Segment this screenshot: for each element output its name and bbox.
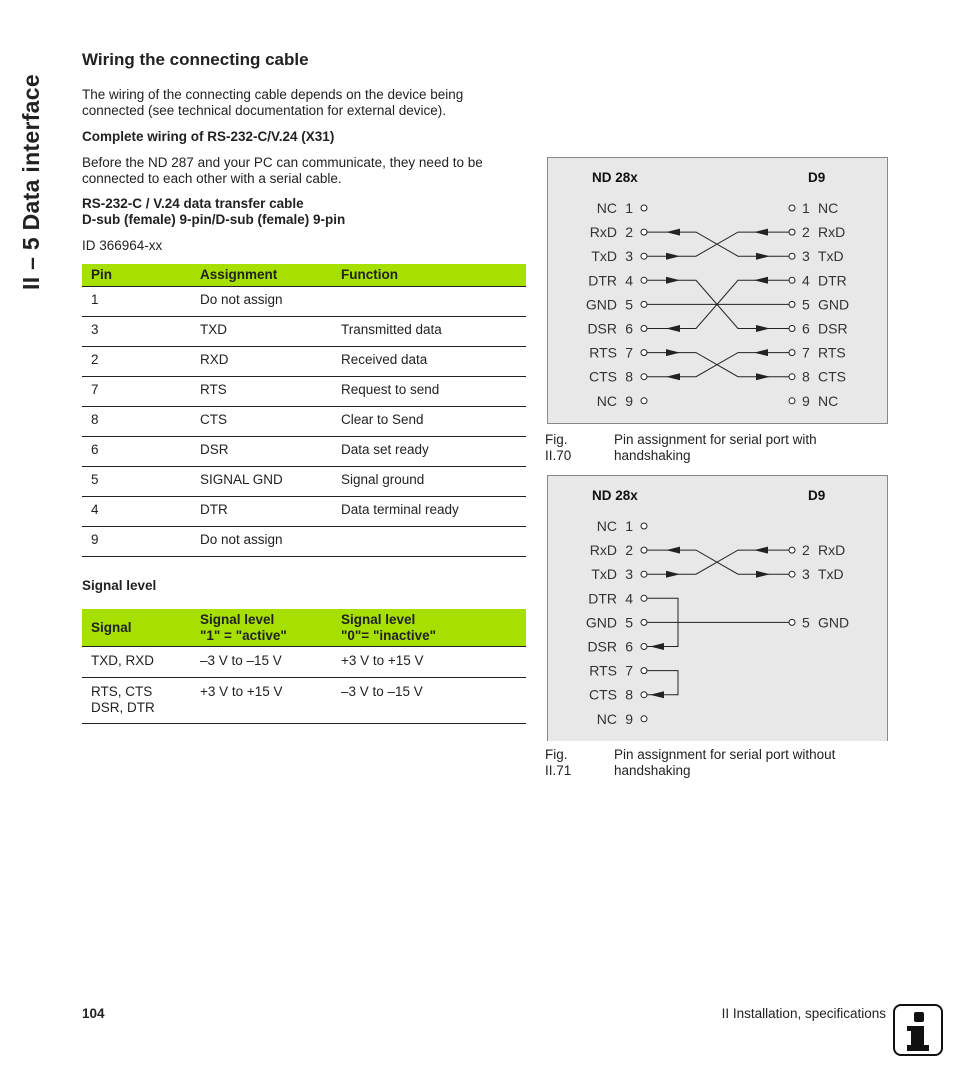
left-pin-number: 8 (625, 686, 633, 703)
cell-function: Data terminal ready (332, 497, 526, 527)
left-pin-number: 5 (625, 296, 633, 313)
page-number: 104 (82, 1006, 105, 1021)
left-signal-label: DTR (588, 590, 617, 607)
cell-pin: 4 (82, 497, 191, 527)
left-signal-label: NC (596, 392, 617, 409)
chapter-side-title-text: II – 5 Data interface (18, 74, 44, 290)
table-row (82, 678, 526, 724)
info-icon-base (907, 1045, 929, 1051)
cell-pin: 5 (82, 467, 191, 497)
table-row (82, 287, 526, 317)
cell-function: Request to send (332, 377, 526, 407)
right-pin-number: 1 (802, 200, 810, 216)
signal-direction-arrow (666, 349, 680, 356)
right-pin-number: 5 (802, 614, 810, 631)
right-signal-label: RxD (818, 224, 846, 241)
signal-direction-arrow (666, 571, 680, 578)
cell-pin: 9 (82, 527, 191, 557)
right-pin-terminal (789, 326, 795, 332)
left-pin-terminal (641, 374, 647, 380)
cell-pin: 1 (82, 287, 191, 317)
signal-direction-arrow (754, 277, 768, 284)
cell-function: Clear to Send (332, 407, 526, 437)
right-pin-terminal (789, 619, 795, 625)
cell-pin: 3 (82, 317, 191, 347)
left-connector-title: ND 28x (592, 488, 638, 503)
right-signal-label: NC (818, 200, 839, 216)
cell-assignment: Do not assign (191, 287, 332, 317)
right-pin-terminal (789, 374, 795, 380)
right-pin-terminal (789, 301, 795, 307)
signal-direction-arrow (666, 373, 680, 380)
left-pin-number: 4 (625, 590, 633, 607)
cell-assignment: RTS (191, 377, 332, 407)
info-icon (893, 1004, 943, 1056)
cell-pin: 2 (82, 347, 191, 377)
cell-signal (82, 678, 191, 724)
right-signal-label: NC (818, 392, 839, 409)
left-pin-number: 5 (625, 614, 633, 631)
right-pin-terminal (789, 350, 795, 356)
cable-title-line2: D-sub (female) 9-pin/D-sub (female) 9-pin (82, 212, 346, 227)
left-pin-terminal (641, 229, 647, 235)
left-pin-terminal (641, 571, 647, 577)
right-signal-label: GND (818, 614, 850, 631)
cell-assignment: RXD (191, 347, 332, 377)
left-signal-label: NC (596, 518, 617, 534)
left-pin-terminal (641, 619, 647, 625)
chapter-side-title (14, 50, 44, 290)
left-signal-label: NC (596, 710, 617, 727)
table-row (82, 347, 526, 377)
left-connector-title: ND 28x (592, 170, 638, 185)
left-pin-terminal (641, 205, 647, 211)
cell-signal: TXD, RXD (82, 647, 191, 678)
right-pin-terminal (789, 547, 795, 553)
signal-direction-arrow (754, 229, 768, 236)
cell-function: Data set ready (332, 437, 526, 467)
header-level-0 (332, 609, 526, 647)
signal-direction-arrow (754, 349, 768, 356)
wire (647, 232, 789, 256)
right-signal-label: RTS (818, 344, 846, 361)
left-signal-label: GND (585, 296, 617, 313)
right-signal-label: CTS (818, 368, 846, 385)
left-pin-number: 6 (625, 320, 633, 337)
left-signal-label: DTR (588, 272, 617, 289)
left-pin-terminal (641, 398, 647, 404)
wire (647, 353, 789, 377)
cell-function (332, 287, 526, 317)
table-row (82, 527, 526, 557)
signal-level-table (82, 609, 526, 724)
right-pin-number: 2 (802, 542, 810, 559)
right-connector-title: D9 (808, 170, 826, 185)
intro-paragraph: The wiring of the connecting cable depends on the device being connected (see technical documentation for external device). (82, 87, 464, 118)
cell-pin: 6 (82, 437, 191, 467)
left-pin-terminal (641, 668, 647, 674)
left-pin-terminal (641, 716, 647, 722)
figure-pinout-without-handshaking (547, 475, 888, 741)
footer-section-title: II Installation, specifications (721, 1006, 886, 1021)
signal-direction-arrow (650, 643, 664, 650)
cell-signal-line2: DSR, DTR (91, 700, 155, 715)
left-pin-terminal (641, 350, 647, 356)
right-pin-number: 5 (802, 296, 810, 313)
header-pin: Pin (82, 264, 191, 287)
pin-table (82, 264, 526, 557)
left-pin-terminal (641, 277, 647, 283)
header-signal: Signal (82, 609, 191, 647)
table-row (82, 437, 526, 467)
left-signal-label: NC (596, 200, 617, 216)
caption-number: Fig. II.71 (545, 747, 572, 778)
left-signal-label: RxD (589, 542, 617, 559)
signal-direction-arrow (756, 325, 770, 332)
right-pin-number: 6 (802, 320, 810, 337)
right-pin-number: 4 (802, 272, 810, 289)
left-signal-label: DSR (587, 320, 617, 337)
left-pin-terminal (641, 595, 647, 601)
left-signal-label: RTS (589, 662, 617, 679)
cell-level-0: –3 V to –15 V (332, 678, 526, 724)
signal-direction-arrow (756, 373, 770, 380)
cell-function: Signal ground (332, 467, 526, 497)
cell-assignment: Do not assign (191, 527, 332, 557)
right-pin-terminal (789, 398, 795, 404)
right-pin-number: 8 (802, 368, 810, 385)
signal-direction-arrow (756, 571, 770, 578)
right-pin-number: 9 (802, 392, 810, 409)
caption-text: Pin assignment for serial port with handshaking (614, 432, 817, 463)
right-signal-label: TxD (818, 566, 844, 583)
header-level-1-line2: "1" = "active" (200, 627, 287, 643)
signal-direction-arrow (666, 253, 680, 260)
left-pin-number: 9 (625, 710, 633, 727)
cell-function: Transmitted data (332, 317, 526, 347)
left-pin-number: 2 (625, 224, 633, 241)
right-signal-label: DTR (818, 272, 847, 289)
cell-assignment: CTS (191, 407, 332, 437)
left-pin-terminal (641, 326, 647, 332)
left-pin-number: 6 (625, 638, 633, 655)
right-pin-number: 3 (802, 248, 810, 265)
table-row (82, 467, 526, 497)
loopback-wire (647, 671, 678, 695)
right-pin-terminal (789, 205, 795, 211)
left-signal-label: GND (585, 614, 617, 631)
signal-direction-arrow (650, 691, 664, 698)
caption-number: Fig. II.70 (545, 432, 572, 463)
left-signal-label: RTS (589, 344, 617, 361)
left-pin-number: 7 (625, 344, 633, 361)
header-function: Function (332, 264, 526, 287)
table-row (82, 407, 526, 437)
table-row (82, 497, 526, 527)
left-pin-number: 2 (625, 542, 633, 559)
left-signal-label: DSR (587, 638, 617, 655)
table-row (82, 647, 526, 678)
right-pin-terminal (789, 571, 795, 577)
signal-table-header (82, 609, 526, 647)
right-pin-number: 7 (802, 344, 810, 361)
cell-assignment: DTR (191, 497, 332, 527)
right-pin-terminal (789, 253, 795, 259)
complete-wiring-heading: Complete wiring of RS-232-C/V.24 (X31) (82, 129, 335, 144)
table-row (82, 377, 526, 407)
left-pin-number: 1 (625, 518, 633, 534)
signal-direction-arrow (666, 547, 680, 554)
right-signal-label: RxD (818, 542, 846, 559)
before-paragraph: Before the ND 287 and your PC can communicate, they need to be connected to each other with a serial cable. (82, 155, 483, 186)
left-signal-label: TxD (591, 566, 617, 583)
left-signal-label: RxD (589, 224, 617, 241)
right-pin-number: 3 (802, 566, 810, 583)
info-icon-dot (914, 1012, 924, 1022)
wire (647, 550, 789, 574)
left-signal-label: TxD (591, 248, 617, 265)
cell-pin: 8 (82, 407, 191, 437)
caption-text: Pin assignment for serial port without handshaking (614, 747, 836, 778)
cell-function (332, 527, 526, 557)
signal-level-heading: Signal level (82, 578, 157, 593)
cell-function: Received data (332, 347, 526, 377)
header-level-0-line1: Signal level (341, 611, 416, 627)
right-pin-terminal (789, 277, 795, 283)
figure-pinout-with-handshaking (547, 157, 888, 424)
cell-assignment: TXD (191, 317, 332, 347)
signal-direction-arrow (756, 253, 770, 260)
right-pin-terminal (789, 229, 795, 235)
left-pin-number: 8 (625, 368, 633, 385)
cell-level-0: +3 V to +15 V (332, 647, 526, 678)
wiring-diagram-without-handshaking (548, 476, 889, 742)
left-pin-terminal (641, 644, 647, 650)
right-signal-label: GND (818, 296, 850, 313)
cable-title-line1: RS-232-C / V.24 data transfer cable (82, 196, 304, 211)
left-pin-number: 3 (625, 566, 633, 583)
header-level-1 (191, 609, 332, 647)
left-pin-number: 1 (625, 200, 633, 216)
left-pin-terminal (641, 547, 647, 553)
section-heading: Wiring the connecting cable (82, 50, 309, 69)
header-level-1-line1: Signal level (200, 611, 275, 627)
left-pin-number: 4 (625, 272, 633, 289)
right-signal-label: DSR (818, 320, 848, 337)
left-pin-number: 9 (625, 392, 633, 409)
signal-direction-arrow (666, 325, 680, 332)
right-signal-label: TxD (818, 248, 844, 265)
right-pin-number: 2 (802, 224, 810, 241)
signal-direction-arrow (754, 547, 768, 554)
right-connector-title: D9 (808, 488, 826, 503)
cell-assignment: DSR (191, 437, 332, 467)
header-assignment: Assignment (191, 264, 332, 287)
left-pin-number: 3 (625, 248, 633, 265)
cell-level-1: –3 V to –15 V (191, 647, 332, 678)
table-row (82, 317, 526, 347)
cell-level-1: +3 V to +15 V (191, 678, 332, 724)
cell-assignment: SIGNAL GND (191, 467, 332, 497)
header-level-0-line2: "0"= "inactive" (341, 627, 437, 643)
left-pin-number: 7 (625, 662, 633, 679)
signal-direction-arrow (666, 229, 680, 236)
left-pin-terminal (641, 523, 647, 529)
left-pin-terminal (641, 253, 647, 259)
left-signal-label: CTS (589, 368, 617, 385)
wiring-diagram-with-handshaking (548, 158, 889, 425)
cell-pin: 7 (82, 377, 191, 407)
cell-signal-line1: RTS, CTS (91, 684, 153, 699)
left-signal-label: CTS (589, 686, 617, 703)
pin-table-header (82, 264, 526, 287)
cable-id: ID 366964-xx (82, 238, 163, 253)
left-pin-terminal (641, 301, 647, 307)
left-pin-terminal (641, 692, 647, 698)
signal-direction-arrow (666, 277, 680, 284)
